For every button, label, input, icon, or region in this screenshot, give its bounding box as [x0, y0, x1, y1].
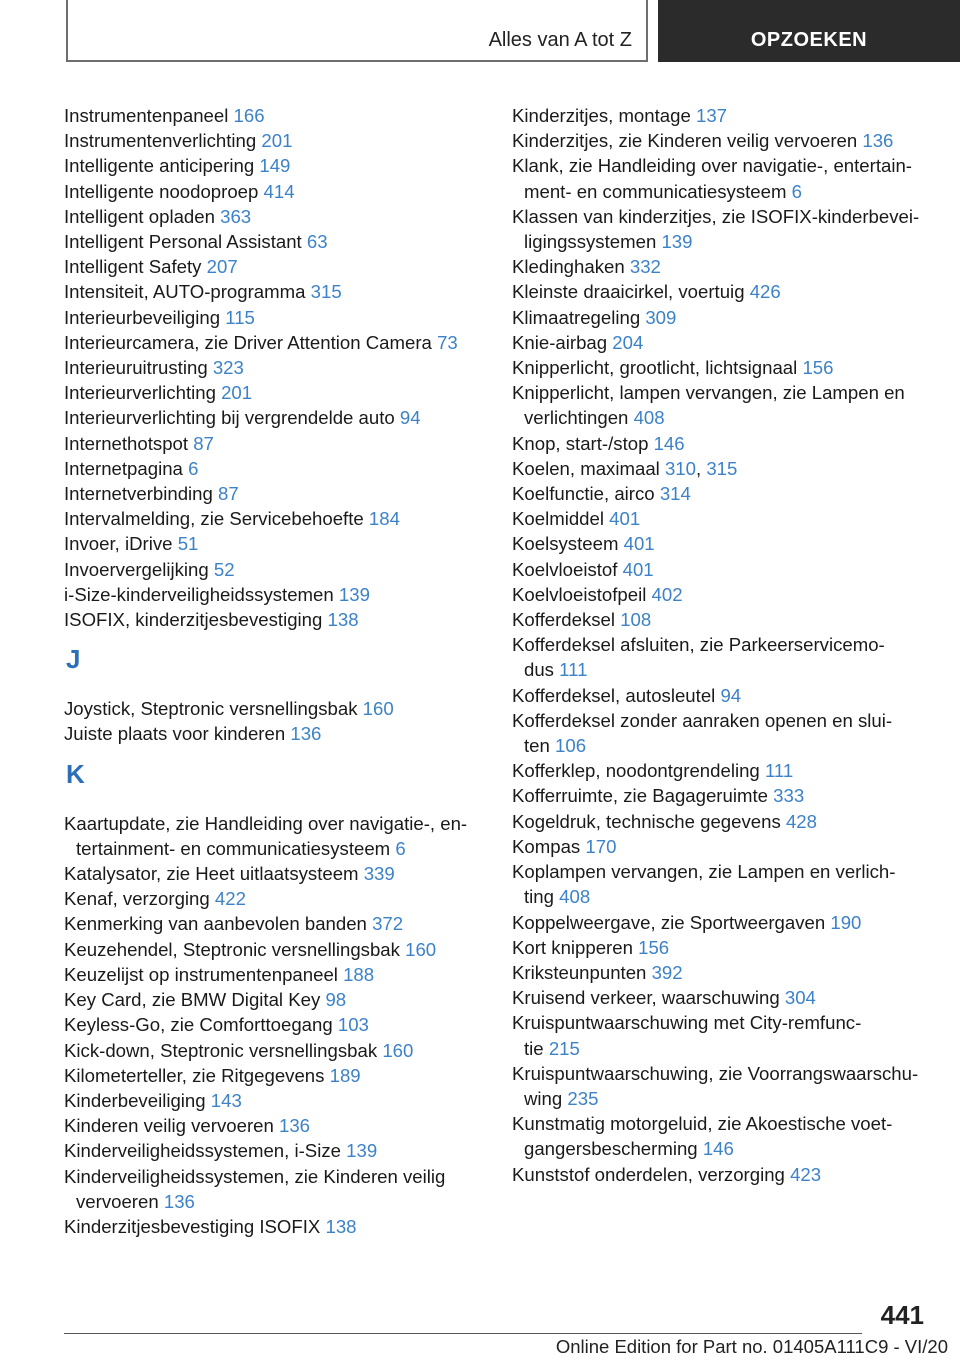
page-link[interactable]: 139 [346, 1140, 378, 1162]
page-link[interactable]: 115 [225, 306, 255, 328]
index-entry [64, 696, 494, 721]
page-link[interactable]: 136 [290, 723, 322, 745]
index-entry [512, 1010, 932, 1060]
index-entry [64, 811, 494, 861]
page-link[interactable]: 408 [633, 407, 665, 429]
page-link[interactable]: 139 [661, 231, 693, 253]
section-letter: K [66, 758, 85, 789]
page-link[interactable]: 426 [749, 281, 781, 303]
entry-term: Intensiteit, AUTO-programma [64, 281, 306, 303]
index-entry [512, 279, 932, 304]
index-entry [64, 1138, 494, 1163]
page-link[interactable]: 235 [567, 1087, 599, 1109]
entry-term: Kofferdeksel, autosleutel [512, 684, 716, 706]
index-entry [512, 758, 932, 783]
entry-term: Kinderbeveiliging [64, 1089, 206, 1111]
page-link[interactable]: 138 [327, 609, 359, 631]
entry-term: Kort knipperen [512, 936, 633, 958]
index-entry [64, 330, 494, 355]
entry-term: Interieurverlichting [64, 382, 216, 404]
page-link[interactable]: 103 [337, 1014, 369, 1036]
page-header [0, 0, 960, 66]
index-entry [64, 1063, 494, 1088]
index-entry [64, 1164, 494, 1214]
index-entry [64, 1038, 494, 1063]
entry-term-continued: tertainment- en communicatiesysteem [76, 837, 391, 859]
page-link[interactable]: 6 [395, 837, 406, 859]
entry-term: Kinderveiligheidssystemen, i-Size [64, 1140, 341, 1162]
entry-term: Kruispuntwaarschuwing met City-remfunc- [512, 1012, 862, 1034]
page-link[interactable]: 428 [785, 810, 817, 832]
entry-term-continued: ment- en communicatiesysteem [524, 180, 787, 202]
page-link[interactable]: 363 [220, 205, 252, 227]
index-entry [64, 506, 494, 531]
index-entry [512, 708, 932, 758]
entry-term: Kofferklep, noodontgrendeling [512, 760, 760, 782]
page-link[interactable]: 98 [325, 989, 347, 1011]
lookup-tab-label: OPZOEKEN [750, 29, 868, 51]
entry-term: Klassen van kinderzitjes, zie ISOFIX-kinderbevei- [512, 205, 920, 227]
page-link[interactable]: 207 [206, 256, 238, 278]
entry-term: Interieurbeveiliging [64, 306, 221, 328]
entry-term: Kinderen veilig vervoeren [64, 1115, 274, 1137]
page-link[interactable]: 136 [279, 1115, 311, 1137]
entry-term: Kinderveiligheidssystemen, zie Kinderen veilig [64, 1165, 446, 1187]
index-entry [512, 431, 932, 456]
page-link[interactable]: 188 [343, 963, 375, 985]
page-link[interactable]: 401 [609, 508, 641, 530]
page-link[interactable]: 138 [325, 1215, 357, 1237]
page-link[interactable]: 204 [612, 331, 644, 353]
page-link[interactable]: 149 [259, 155, 291, 177]
index-entry [512, 582, 932, 607]
index-entry [64, 911, 494, 936]
index-entry [64, 721, 494, 746]
entry-term: Koelen, maximaal [512, 457, 660, 479]
page-link[interactable]: 73 [437, 331, 458, 353]
page-link[interactable]: 423 [790, 1163, 822, 1185]
index-entry [64, 861, 494, 886]
page-link[interactable]: 52 [213, 558, 235, 580]
entry-term: Intelligente anticipering [64, 155, 255, 177]
index-entry [64, 1088, 494, 1113]
page-link[interactable]: 414 [263, 180, 295, 202]
entry-term: Interieurverlichting bij vergrendelde auto [64, 407, 395, 429]
page-link[interactable]: 137 [695, 105, 728, 126]
page-link[interactable]: 156 [638, 936, 670, 958]
entry-term: Kenmerking van aanbevolen banden [64, 913, 367, 935]
entry-term: Intelligent opladen [64, 205, 215, 227]
entry-term: Invoer, iDrive [64, 533, 173, 555]
page-link[interactable]: 139 [338, 583, 370, 605]
index-entry [512, 632, 932, 682]
page-link[interactable]: 315 [310, 281, 342, 303]
index-entry [64, 128, 494, 153]
entry-term: Intelligent Personal Assistant [64, 231, 302, 253]
entry-term: Kriksteunpunten [512, 961, 647, 983]
index-entry [512, 859, 932, 909]
entry-term: Instrumentenpaneel [64, 105, 229, 126]
entry-term: Kinderzitjes, zie Kinderen veilig vervoeren [512, 130, 858, 152]
index-entry [64, 557, 494, 582]
page-link[interactable]: 136 [163, 1190, 195, 1212]
index-entry [64, 481, 494, 506]
index-entry [512, 254, 932, 279]
entry-term: Kleinste draaicirkel, voertuig [512, 281, 745, 303]
page-link[interactable]: 314 [659, 483, 691, 505]
page-link[interactable]: 160 [382, 1039, 414, 1061]
entry-term: Keyless-Go, zie Comforttoegang [64, 1014, 333, 1036]
page-link[interactable]: 401 [623, 533, 655, 555]
page-link[interactable]: 106 [555, 735, 587, 757]
entry-term: Knipperlicht, lampen vervangen, zie Lampen en [512, 382, 905, 404]
index-entry [64, 1113, 494, 1138]
index-entry [512, 1111, 932, 1161]
entry-term: Kenaf, verzorging [64, 888, 210, 910]
index-entry [512, 1162, 932, 1187]
page-link[interactable]: 201 [221, 382, 253, 404]
index-entry [512, 783, 932, 808]
entry-term: Kofferdeksel [512, 609, 616, 631]
page-link[interactable]: 401 [622, 558, 654, 580]
entry-term-continued: gangersbescherming [524, 1138, 698, 1160]
page-link[interactable]: 184 [368, 508, 400, 530]
page-link[interactable]: 333 [773, 785, 805, 807]
index-entry [64, 380, 494, 405]
entry-term: Joystick, Steptronic versnellingsbak [64, 698, 358, 720]
entry-term: Koppelweergave, zie Sportweergaven [512, 911, 826, 933]
index-entry [64, 254, 494, 279]
entry-term-continued: verlichtingen [524, 407, 629, 429]
page-link[interactable]: 309 [645, 306, 677, 328]
index-entry [512, 481, 932, 506]
index-entry [512, 910, 932, 935]
entry-term-continued: dus [524, 659, 554, 681]
index-entry [64, 987, 494, 1012]
page-link[interactable]: 136 [862, 130, 894, 152]
index-entry [64, 153, 494, 178]
index-entry [64, 405, 494, 430]
index-entry [512, 557, 932, 582]
edition-footer: Online Edition for Part no. 01405A111C9 - VI/20 [555, 1336, 948, 1357]
page-link[interactable]: 146 [702, 1138, 734, 1160]
entry-term: Kilometerteller, zie Ritgegevens [64, 1064, 325, 1086]
entry-term: Kaartupdate, zie Handleiding over navigatie-, en- [64, 812, 468, 834]
footer-divider [64, 1333, 862, 1334]
entry-term: Kledinghaken [512, 256, 625, 278]
page-link[interactable]: 315 [706, 457, 738, 479]
index-entry: Koelen, maximaal 310, 315 [512, 457, 738, 479]
index-entry [512, 834, 932, 859]
entry-term: Interieurcamera, zie Driver Attention Camera [64, 331, 432, 353]
page-link[interactable]: 160 [362, 698, 394, 720]
entry-term: Knie-airbag [512, 331, 608, 353]
index-entry [512, 355, 932, 380]
page-link[interactable]: 392 [651, 961, 683, 983]
entry-term: Internethotspot [64, 432, 189, 454]
page-link[interactable]: 332 [629, 256, 661, 278]
page-link[interactable]: 190 [830, 911, 862, 933]
entry-term: Internetpagina [64, 457, 183, 479]
entry-term: Knipperlicht, grootlicht, lichtsignaal [512, 357, 798, 379]
entry-term: Internetverbinding [64, 483, 213, 505]
entry-term: Koelfunctie, airco [512, 483, 655, 505]
entry-term: Keuzelijst op instrumentenpaneel [64, 963, 338, 985]
index-entry [64, 607, 494, 632]
entry-term: Koelmiddel [512, 508, 604, 530]
page-link[interactable]: 87 [193, 432, 214, 454]
entry-term: Kruispuntwaarschuwing, zie Voorrangswaarschu- [512, 1062, 919, 1084]
page-link[interactable]: 94 [399, 407, 421, 429]
page-link[interactable]: 63 [306, 231, 328, 253]
entry-term: Kinderzitjes, montage [512, 105, 691, 126]
page-link[interactable]: 146 [653, 432, 685, 454]
page-link[interactable]: 111 [559, 659, 588, 681]
index-entry [64, 431, 494, 456]
index-entry [512, 506, 932, 531]
entry-term: Koplampen vervangen, zie Lampen en verlich- [512, 861, 896, 883]
entry-term: ISOFIX, kinderzitjesbevestiging [64, 609, 323, 631]
entry-term-continued: ting [524, 886, 554, 908]
entry-term: Interieuruitrusting [64, 357, 208, 379]
page-link[interactable]: 339 [363, 863, 395, 885]
entry-term-continued: vervoeren [76, 1190, 159, 1212]
page-link[interactable]: 6 [188, 457, 199, 479]
index-entry [64, 456, 494, 481]
index-entry [512, 683, 932, 708]
index-column-right [512, 103, 932, 1187]
index-entry [64, 179, 494, 204]
index-entry [64, 531, 494, 556]
page-number: 441 [880, 1300, 924, 1330]
entry-term: Kruisend verkeer, waarschuwing [512, 987, 780, 1009]
index-entry [64, 355, 494, 380]
page-link[interactable]: 87 [218, 483, 239, 505]
entry-term: Invoervergelijking [64, 558, 209, 580]
entry-term: i-Size-kinderveiligheidssystemen [64, 583, 334, 605]
page-link[interactable]: 156 [802, 357, 834, 379]
entry-term-continued: tie [524, 1037, 544, 1059]
entry-term: Koelvloeistofpeil [512, 583, 647, 605]
entry-term: Kunststof onderdelen, verzorging [512, 1163, 785, 1185]
index-entry [512, 153, 932, 203]
index-entry [512, 985, 932, 1010]
index-entry [512, 607, 932, 632]
entry-term: Kofferruimte, zie Bagageruimte [512, 785, 768, 807]
entry-term: Kogeldruk, technische gegevens [512, 810, 781, 832]
index-entry [512, 330, 932, 355]
section-tab[interactable] [66, 0, 648, 62]
index-entry [64, 1214, 494, 1239]
entry-term: Keuzehendel, Steptronic versnellingsbak [64, 938, 400, 960]
index-entry [512, 380, 932, 430]
entry-term-continued: wing [524, 1087, 563, 1109]
index-entry [512, 1061, 932, 1111]
page-link[interactable]: 323 [212, 357, 244, 379]
entry-term: Klimaatregeling [512, 306, 641, 328]
page-link[interactable]: 94 [720, 684, 742, 706]
index-entry [512, 103, 932, 128]
entry-term: Instrumentenverlichting [64, 130, 257, 152]
page-link[interactable]: 51 [177, 533, 199, 555]
index-entry [64, 962, 494, 987]
page-link[interactable]: 143 [210, 1089, 242, 1111]
section-letter: J [66, 644, 81, 675]
page-link[interactable]: 189 [329, 1064, 361, 1086]
page-link[interactable]: 160 [405, 938, 437, 960]
entry-term: Intelligent Safety [64, 256, 202, 278]
entry-term-continued: ligingssystemen [524, 231, 657, 253]
index-column-left [64, 103, 494, 1239]
page-link[interactable]: 201 [261, 130, 293, 152]
page-link[interactable]: 402 [651, 583, 683, 605]
index-entry [64, 103, 494, 128]
index-entry [64, 937, 494, 962]
index-entry [64, 204, 494, 229]
entry-term: Kinderzitjesbevestiging ISOFIX [64, 1215, 321, 1237]
index-entry [512, 935, 932, 960]
index-entry [512, 960, 932, 985]
lookup-tab[interactable] [658, 0, 960, 62]
page-link[interactable]: 6 [791, 180, 802, 202]
index-entry [64, 582, 494, 607]
section-tab-label: Alles van A tot Z [488, 29, 632, 51]
index-entry [64, 1012, 494, 1037]
page-link[interactable]: 408 [559, 886, 591, 908]
page-link[interactable]: 108 [620, 609, 652, 631]
index-entry [512, 128, 932, 153]
entry-term-continued: ten [524, 735, 550, 757]
entry-term: Knop, start-/stop [512, 432, 649, 454]
entry-term: Juiste plaats voor kinderen [64, 723, 286, 745]
entry-term: Kompas [512, 835, 581, 857]
index-entry [512, 809, 932, 834]
page-link[interactable]: 170 [585, 835, 617, 857]
index-entry [64, 229, 494, 254]
index-entry [64, 886, 494, 911]
entry-term: Koelvloeistof [512, 558, 618, 580]
index-entry [64, 279, 494, 304]
entry-term: Kunstmatig motorgeluid, zie Akoestische voet- [512, 1113, 893, 1135]
page-link[interactable]: 166 [233, 105, 265, 126]
page-link[interactable]: 422 [214, 888, 246, 910]
page-link[interactable]: 111 [764, 760, 794, 782]
entry-term: Kick-down, Steptronic versnellingsbak [64, 1039, 378, 1061]
index-entry [512, 204, 932, 254]
entry-term: Klank, zie Handleiding over navigatie-, entertain- [512, 155, 912, 177]
index-entry [64, 305, 494, 330]
entry-term: Koelsysteem [512, 533, 619, 555]
page-link[interactable]: 215 [548, 1037, 580, 1059]
entry-term: Key Card, zie BMW Digital Key [64, 989, 321, 1011]
entry-term: Katalysator, zie Heet uitlaatsysteem [64, 863, 359, 885]
page-link[interactable]: 372 [372, 913, 404, 935]
entry-term: Intervalmelding, zie Servicebehoefte [64, 508, 364, 530]
index-entry [512, 531, 932, 556]
page-link[interactable]: 304 [784, 987, 816, 1009]
entry-term: Intelligente noodoproep [64, 180, 259, 202]
entry-term: Kofferdeksel afsluiten, zie Parkeerservicemo- [512, 634, 885, 656]
page-link[interactable]: 310 [664, 457, 696, 479]
entry-term: Kofferdeksel zonder aanraken openen en slui- [512, 709, 893, 731]
index-entry [512, 305, 932, 330]
